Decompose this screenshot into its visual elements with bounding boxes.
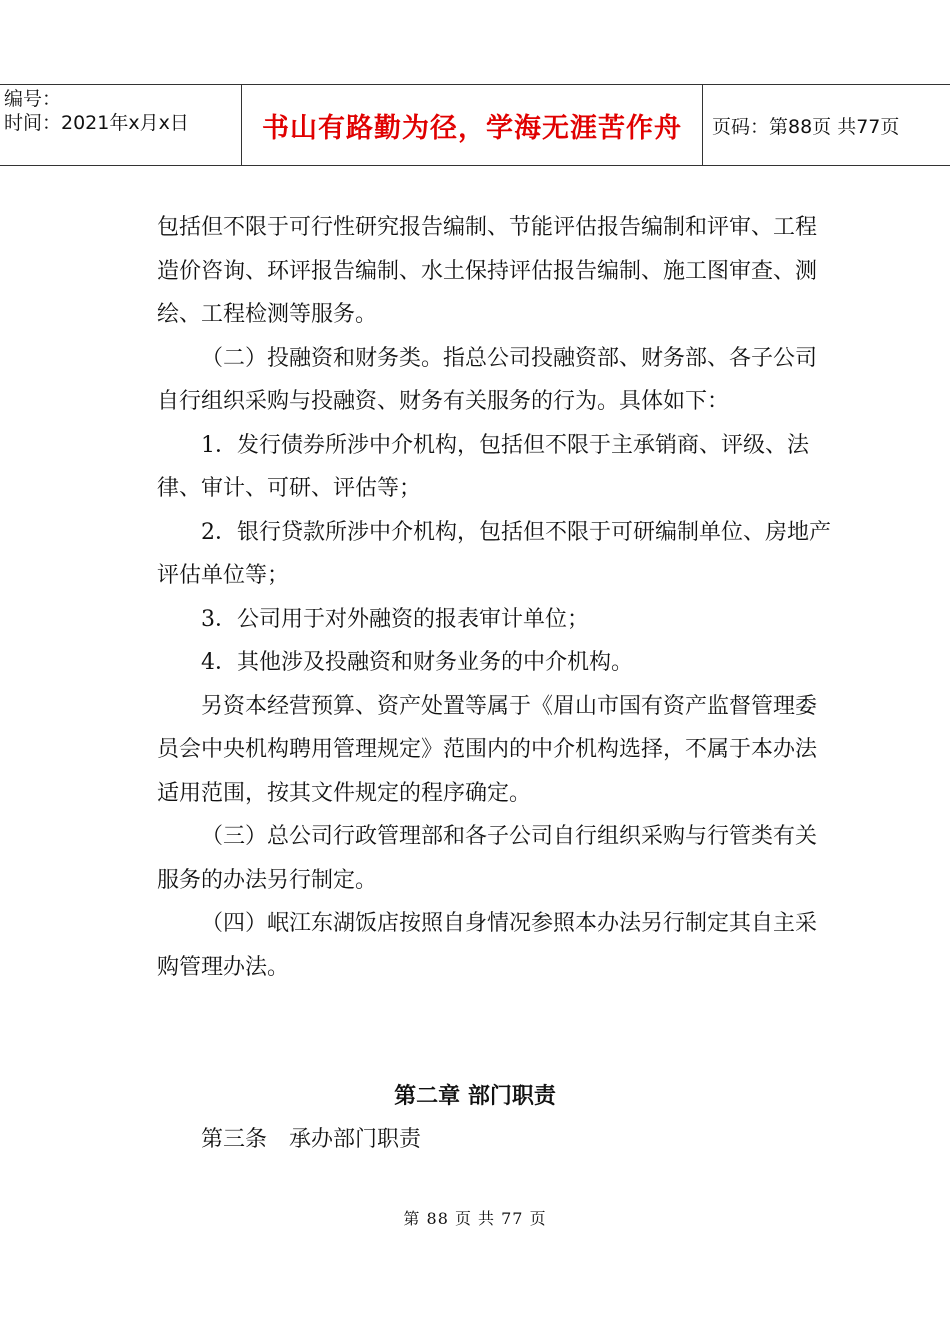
page-header	[0, 84, 950, 166]
body-paragraph: 3．公司用于对外融资的报表审计单位；	[201, 606, 589, 632]
body-paragraph: 1．发行债券所涉中介机构，包括但不限于主承销商、评级、法律、审计、可研、评估等；	[157, 432, 809, 501]
header-divider-right	[702, 85, 703, 165]
body-paragraph: （三）总公司行政管理部和各子公司自行组织采购与行管类有关服务的办法另行制定。	[157, 824, 818, 893]
article-heading: 第三条 承办部门职责	[201, 1127, 422, 1152]
serial-number-label: 编号：	[4, 88, 62, 110]
body-paragraph: 2．银行贷款所涉中介机构，包括但不限于可研编制单位、房地产评估单位等；	[157, 519, 831, 588]
chapter-heading: 第二章 部门职责	[394, 1083, 556, 1109]
body-paragraph: 另资本经营预算、资产处置等属于《眉山市国有资产监督管理委员会中央机构聘用管理规定》范围内的中介机构选择，不属于本办法适用范围，按其文件规定的程序确定。	[157, 693, 818, 806]
body-paragraph: 包括但不限于可行性研究报告编制、节能评估报告编制和评审、工程造价咨询、环评报告编制、水土保持评估报告编制、施工图审查、测绘、工程检测等服务。	[157, 215, 818, 327]
header-meta	[4, 87, 240, 135]
body-paragraph: （二）投融资和财务类。指总公司投融资部、财务部、各子公司自行组织采购与投融资、财务有关服务的行为。具体如下：	[157, 345, 818, 414]
body-paragraph: 4．其他涉及投融资和财务业务的中介机构。	[201, 650, 633, 675]
page-footer: 第 88 页 共 77 页	[403, 1209, 547, 1228]
time-label: 时间：2021年x月x日	[4, 112, 189, 134]
header-motto: 书山有路勤为径，学海无涯苦作舟	[262, 112, 682, 144]
header-page-code: 页码：第88页 共77页	[712, 115, 900, 138]
document-body	[157, 206, 837, 989]
body-paragraph: （四）岷江东湖饭店按照自身情况参照本办法另行制定其自主采购管理办法。	[157, 911, 818, 980]
